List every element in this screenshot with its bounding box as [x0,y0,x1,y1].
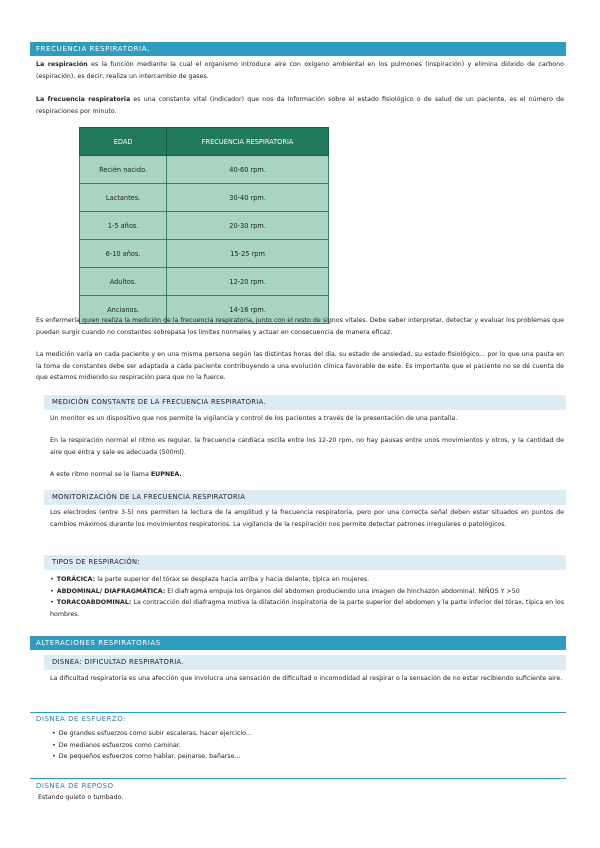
section-header-monitorizacion: MONITORIZACIÓN DE LA FRECUENCIA RESPIRATORIA [44,490,566,505]
section-header-frecuencia: FRECUENCIA RESPIRATORIA. [30,42,566,56]
term-toracica: TORÁCICA: [56,576,96,583]
table-cell: 14-16 rpm. [167,296,329,324]
section-header-medicion: MEDICIÓN CONSTANTE DE LA FRECUENCIA RESPIRATORIA. [44,395,566,410]
tipos-list [50,574,564,620]
paragraph-respiracion [36,59,564,82]
table-row [80,184,329,212]
list-item-text: la parte superior del tórax se desplaza hacia arriba y hacia delante, típica en mujeres. [95,576,370,583]
paragraph-medicion: La medición varía en cada paciente y en una misma persona según las distintas horas del día, su estado de ansiedad, su estado fisiológico... por lo que una pauta en la toma de constantes debe ser adaptada a cada paciente contribuyendo a una evolución clínica favorable de este. Es importante que el paciente no se dé cuenta de que estamos midiendo su respiración para que no la fuerce. [36,351,564,382]
term-frecuencia: La frecuencia respiratoria [36,96,131,103]
paragraph-reposo: Estando quieto o tumbado. [38,794,124,801]
table-cell: 20-30 rpm. [167,212,329,240]
term-eupnea: EUPNEA. [150,471,182,478]
paragraph-eupnea [50,469,564,481]
table-cell: 1-5 años. [80,212,167,240]
term-abdominal: ABDOMINAL/ DIAFRAGMÁTICA: [56,587,166,595]
list-item [50,586,564,598]
table-cell: 40-60 rpm. [167,156,329,184]
table-row [80,268,329,296]
text-eupnea: A este ritmo normal se le llama [50,471,151,478]
table-cell: 6-10 años. [80,240,167,268]
paragraph-electrodos: Los electrodos (entre 3-5) nos permiten la lectura de la amplitud y la frecuencia respiratoria, pero por una correcta señal deben estar situados en puntos de cambios máximos durante los movimientos respiratorios. La vigilancia de la respiración nos permite detectar patrones irregulares o patológicos. [50,509,564,528]
esfuerzo-list [52,728,562,763]
list-item: • De medianos esfuerzos como caminar. [52,740,562,752]
section-header-tipos: TIPOS DE RESPIRACIÓN: [44,555,566,570]
column-header-frecuencia: FRECUENCIA RESPIRATORIA [167,128,329,156]
list-item [50,574,564,586]
table-row [80,156,329,184]
paragraph-monitor: Un monitor es un dispositivo que nos permite la vigilancia y control de los pacientes a través de la presentación de una pantalla. [50,415,458,422]
term-respiracion: La respiración [36,61,88,68]
table-header-row [80,128,329,156]
table-cell: 30-40 rpm. [167,184,329,212]
paragraph-enfermeria: Es enfermería quien realiza la medición de la frecuencia respiratoria, junto con el resto de signos vitales. Debe saber interpretar, detectar y evaluar los problemas que puedan surgir cuando no constantes sobrepasa los límites normales y actuar en consecuencia de manera eficaz. [36,317,564,336]
table-cell: Recién nacido. [80,156,167,184]
paragraph-disnea: La dificultad respiratoria es una afección que involucra una sensación de dificultad o incomodidad al respirar o la sensación de no estar recibiendo suficiente aire. [50,675,563,682]
divider [30,778,566,779]
table-cell: 12-20 rpm. [167,268,329,296]
list-item: • De pequeños esfuerzos como hablar, peinarse, bañarse... [52,751,562,763]
respiratory-rate-table [79,127,329,324]
term-toracoabdominal: TORACOABDOMINAL: [56,599,132,606]
list-item-text: El diafragma empuja los órganos del abdomen produciendo una imagen de hinchazón abdominal. NIÑOS Y >50 [165,587,520,595]
title-disnea-esfuerzo: DISNEA DE ESFUERZO: [36,715,126,723]
divider [30,712,566,713]
list-item-text: La contracción del diafragma motiva la dilatación inspiratoria de la parte superior del abdomen y la parte inferior del tórax, típica en los hombres. [50,599,564,618]
text-respiracion: es la función mediante la cual el organismo introduce aire con oxígeno ambiental en los pulmones (inspiración) y elimina dióxido de carbono (espiración), es decir, realiza un intercambio de gases. [36,61,564,80]
section-header-alteraciones: ALTERACIONES RESPIRATORIAS [30,636,566,650]
section-header-disnea: DISNEA: DIFICULTAD RESPIRATORIA. [44,655,566,670]
list-item [50,597,564,620]
column-header-edad: EDAD [80,128,167,156]
title-disnea-reposo: DISNEA DE REPOSO [36,782,114,790]
table-cell: Lactantes. [80,184,167,212]
table-row [80,240,329,268]
table-cell: Ancianos. [80,296,167,324]
list-item: • De grandes esfuerzos como subir escaleras, hacer ejercicio... [52,728,562,740]
paragraph-frecuencia [36,94,564,117]
text-frecuencia: es una constante vital (indicador) que nos da información sobre el estado fisiológico o de salud de un paciente, es el número de respiraciones por minuto. [36,96,564,115]
table-row [80,212,329,240]
table-cell: 15-25 rpm [167,240,329,268]
table-cell: Adultos. [80,268,167,296]
paragraph-respiracion-normal: En la respiración normal el ritmo es regular, la frecuencia cardíaca oscila entre los 12-20 rpm, no hay pausas entre unos movimientos y otros, y la cantidad de aire que entra y sale es adecuada (500ml). [50,437,564,456]
